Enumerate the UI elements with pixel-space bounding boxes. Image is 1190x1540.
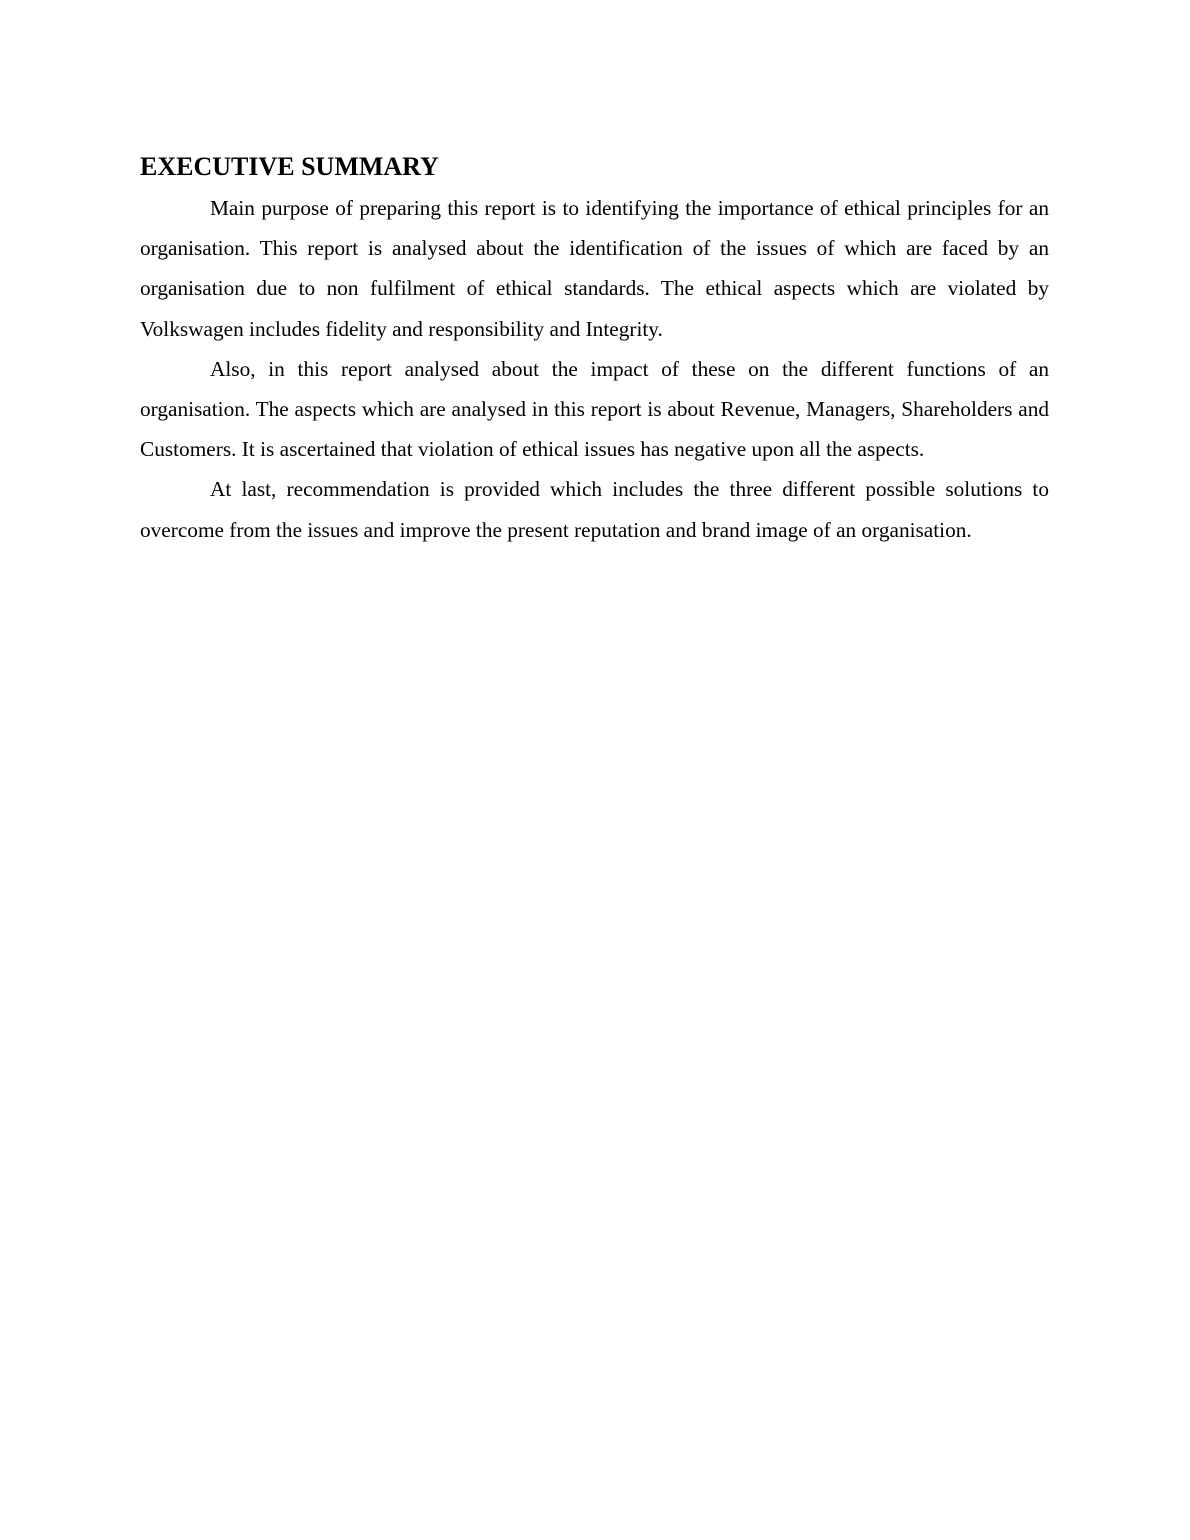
page-content [140, 148, 1049, 550]
paragraph-impact: Also, in this report analysed about the impact of these on the different functions of an organisation. The aspects which are analysed in this report is about Revenue, Managers, Shareholders and Customers. It is ascertained that violation of ethical issues has negative upon all the aspects. [140, 356, 1049, 462]
paragraph-recommendation: At last, recommendation is provided which includes the three different possible solutions to overcome from the issues and improve the present reputation and brand image of an organisation. [140, 477, 1049, 542]
paragraph-purpose: Main purpose of preparing this report is to identifying the importance of ethical principles for an organisation. This report is analysed about the identification of the issues of which are faced by an organisation due to non fulfilment of ethical standards. The ethical aspects which are violated by Volkswagen includes fidelity and responsibility and Integrity. [140, 196, 1049, 341]
section-heading: EXECUTIVE SUMMARY [140, 152, 439, 181]
